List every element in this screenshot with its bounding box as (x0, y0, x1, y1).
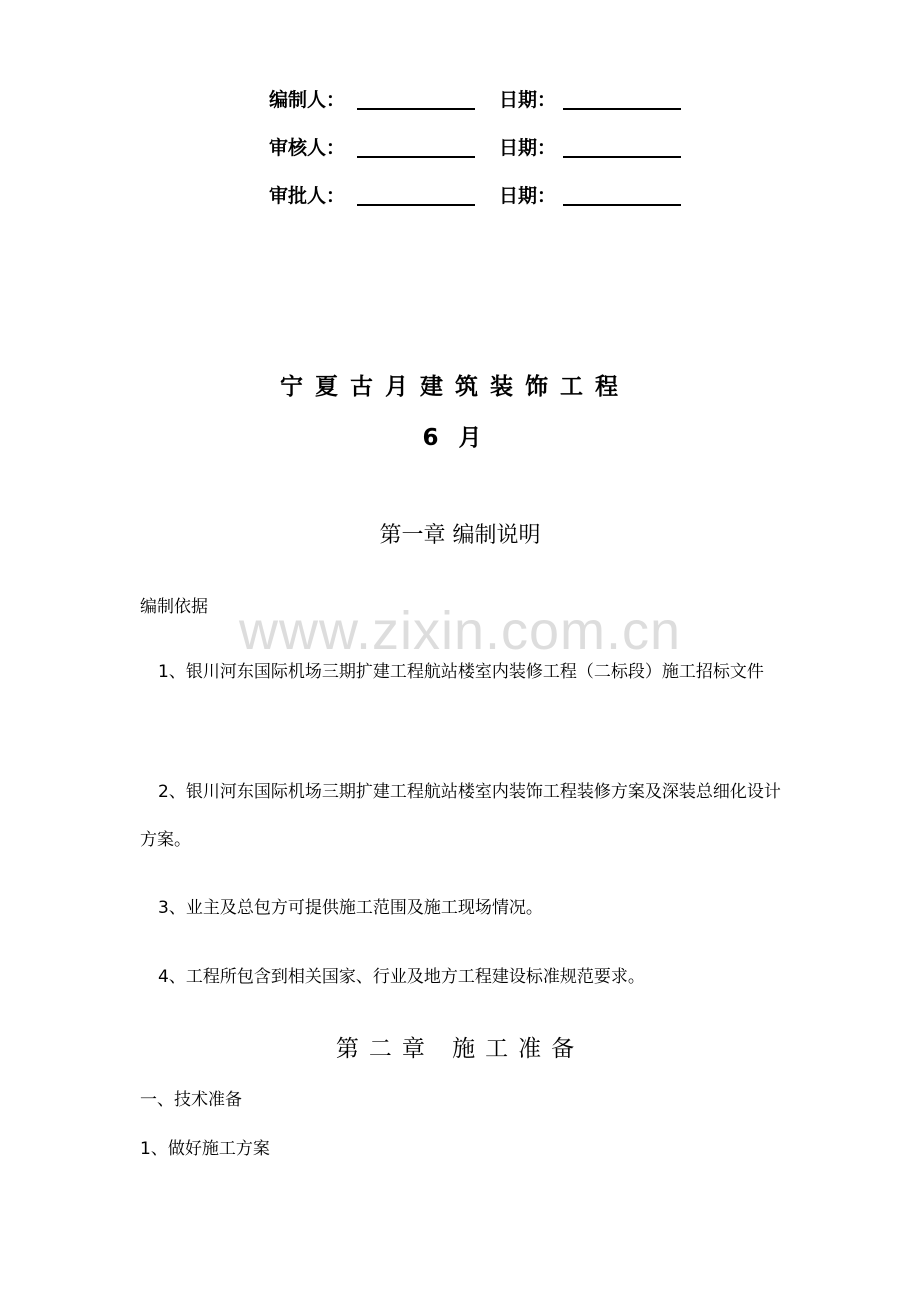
reviewer-date-label: 日期： (499, 137, 557, 159)
section-heading-basis: 编制依据 (140, 597, 208, 617)
sub-heading-construction-plan: 1、做好施工方案 (140, 1139, 270, 1159)
chapter-1-title: 第一章 编制说明 (379, 523, 541, 548)
reviewer-signature-line[interactable] (357, 134, 475, 158)
list-item: 3、业主及总包方可提供施工范围及施工现场情况。 (158, 898, 543, 918)
list-item: 1、银川河东国际机场三期扩建工程航站楼室内装修工程（二标段）施工招标文件 (158, 662, 764, 682)
signature-row-approver (269, 176, 681, 208)
reviewer-label: 审核人： (269, 137, 346, 159)
compiler-date-line[interactable] (563, 86, 681, 110)
compiler-label: 编制人： (269, 89, 346, 111)
approver-signature-line[interactable] (357, 182, 475, 206)
section-heading-tech-prep: 一、技术准备 (140, 1090, 242, 1110)
approver-date-line[interactable] (563, 182, 681, 206)
compiler-date-label: 日期： (499, 89, 557, 111)
watermark: www.zixin.com.cn (238, 601, 682, 661)
chapter-2-title: 第二章 施工准备 (335, 1036, 585, 1062)
reviewer-date-line[interactable] (563, 134, 681, 158)
approver-date-label: 日期： (499, 185, 557, 207)
compiler-signature-line[interactable] (357, 86, 475, 110)
company-title: 宁夏古月建筑装饰工程 (280, 374, 630, 400)
list-item: 4、工程所包含到相关国家、行业及地方工程建设标准规范要求。 (158, 967, 645, 987)
signature-row-reviewer (269, 128, 681, 160)
approver-label: 审批人： (269, 185, 346, 207)
cover-date: 6 月 (422, 425, 488, 451)
signature-row-compiler (269, 80, 681, 112)
list-item: 2、银川河东国际机场三期扩建工程航站楼室内装饰工程装修方案及深装总细化设计方案。 (140, 782, 781, 850)
